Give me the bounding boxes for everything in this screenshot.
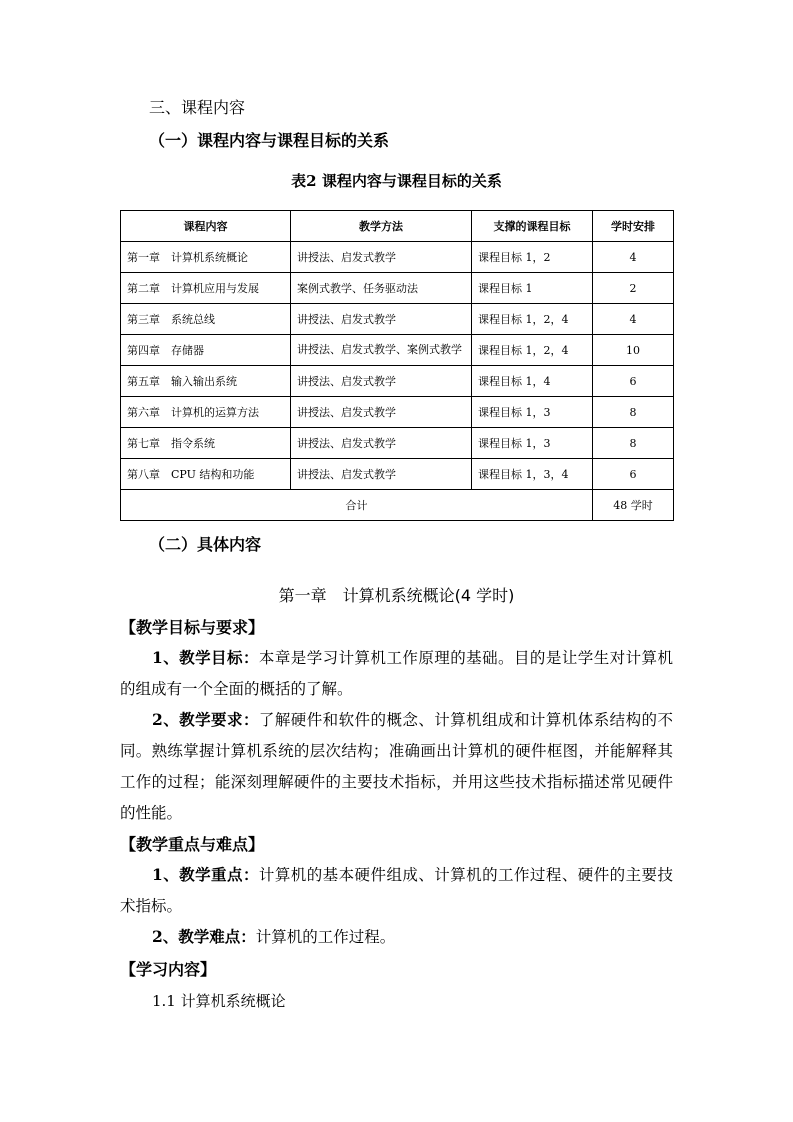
key1-paragraph (120, 859, 673, 922)
column-header: 教学方法 (291, 211, 472, 242)
table-row (121, 397, 674, 428)
table-cell: 讲授法、启发式教学 (291, 397, 472, 428)
column-header: 支撑的课程目标 (472, 211, 593, 242)
table-cell: 6 (593, 366, 674, 397)
goal2-label: 2、教学要求： (152, 710, 259, 729)
table-cell: 讲授法、启发式教学 (291, 366, 472, 397)
table-cell: 课程目标 1，3 (472, 428, 593, 459)
table-cell: 讲授法、启发式教学 (291, 428, 472, 459)
table-cell: 课程目标 1，2 (472, 242, 593, 273)
item-1-1: 1.1 计算机系统概论 (152, 992, 286, 1010)
table-cell: 10 (593, 335, 674, 366)
goal1-paragraph (120, 642, 673, 705)
table-row (121, 428, 674, 459)
table-row (121, 273, 674, 304)
key2-label: 2、教学难点： (152, 927, 256, 946)
chapter-title: 第一章 计算机系统概论(4 学时) (278, 586, 515, 605)
table-cell: 6 (593, 459, 674, 490)
column-header: 学时安排 (593, 211, 674, 242)
key1-label: 1、教学重点： (152, 865, 259, 884)
table-cell: 案例式教学、任务驱动法 (291, 273, 472, 304)
table-row (121, 242, 674, 273)
learning-content-heading: 【学习内容】 (120, 960, 217, 979)
goals-heading: 【教学目标与要求】 (120, 618, 265, 637)
table-cell: 4 (593, 242, 674, 273)
table-cell: 课程目标 1，2，4 (472, 335, 593, 366)
table-cell: 课程目标 1，4 (472, 366, 593, 397)
table-cell: 8 (593, 428, 674, 459)
table-cell: 8 (593, 397, 674, 428)
goal1-label: 1、教学目标： (152, 648, 259, 667)
table-cell: 第七章 指令系统 (121, 428, 291, 459)
table-row (121, 366, 674, 397)
total-value: 48 学时 (593, 490, 674, 521)
subsection-heading-specific-content: （二）具体内容 (149, 535, 262, 554)
key-points-heading: 【教学重点与难点】 (120, 835, 265, 854)
table-row (121, 304, 674, 335)
table-cell: 第六章 计算机的运算方法 (121, 397, 291, 428)
table-cell: 课程目标 1，3 (472, 397, 593, 428)
subsection-heading-relationship: （一）课程内容与课程目标的关系 (149, 131, 390, 150)
key2-text: 计算机的工作过程。 (255, 928, 396, 946)
total-label: 合计 (121, 490, 593, 521)
table-cell: 第一章 计算机系统概论 (121, 242, 291, 273)
section-heading-course-content: 三、课程内容 (149, 98, 246, 117)
key2-paragraph (120, 921, 673, 953)
table-cell: 课程目标 1，3，4 (472, 459, 593, 490)
table-cell: 课程目标 1，2，4 (472, 304, 593, 335)
table-cell: 第四章 存储器 (121, 335, 291, 366)
table-cell: 讲授法、启发式教学 (291, 304, 472, 335)
table-cell: 2 (593, 273, 674, 304)
table-cell: 第三章 系统总线 (121, 304, 291, 335)
key1-text: 计算机的基本硬件组成、计算机的工作过程、硬件的主要技术指标。 (120, 866, 673, 915)
table-cell: 讲授法、启发式教学 (291, 459, 472, 490)
table-cell: 4 (593, 304, 674, 335)
table-cell: 讲授法、启发式教学、案例式教学 (291, 335, 472, 366)
column-header: 课程内容 (121, 211, 291, 242)
table-cell: 课程目标 1 (472, 273, 593, 304)
goal2-text: 了解硬件和软件的概念、计算机组成和计算机体系结构的不同。熟练掌握计算机系统的层次结构；准确画出计算机的硬件框图，并能解释其工作的过程；能深刻理解硬件的主要技术指标，并用这些技术指标描述常见硬件的性能。 (120, 711, 673, 822)
table-row (121, 459, 674, 490)
goal1-text: 本章是学习计算机工作原理的基础。目的是让学生对计算机的组成有一个全面的概括的了解。 (120, 649, 673, 698)
table-cell: 第二章 计算机应用与发展 (121, 273, 291, 304)
goal2-paragraph (120, 704, 673, 829)
table-row (121, 335, 674, 366)
table-cell: 讲授法、启发式教学 (291, 242, 472, 273)
table-cell: 第八章 CPU 结构和功能 (121, 459, 291, 490)
table-total-row (121, 490, 674, 521)
table-header-row (121, 211, 674, 242)
table-cell: 第五章 输入输出系统 (121, 366, 291, 397)
course-content-table (120, 210, 674, 521)
table-title: 表2 课程内容与课程目标的关系 (291, 172, 502, 190)
